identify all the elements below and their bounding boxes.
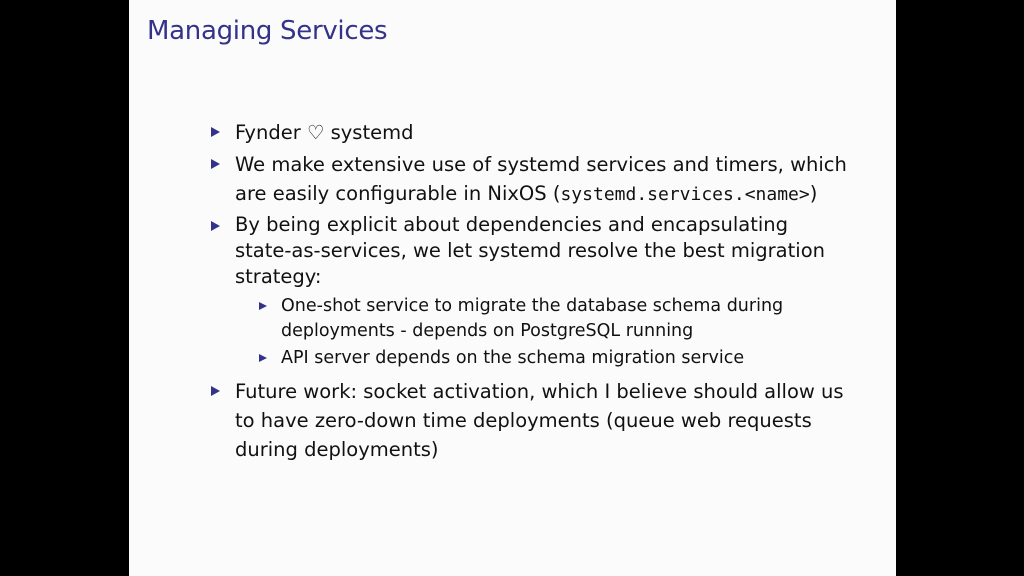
sub-bullet-item	[255, 294, 849, 344]
bullet-text-line: to have zero-down time deployments (queue web requests	[235, 409, 812, 432]
bullet-text: Fynder ♡ systemd	[235, 121, 414, 144]
triangle-bullet-icon	[259, 354, 267, 362]
slide	[129, 0, 896, 576]
triangle-bullet-icon	[211, 127, 220, 137]
bullet-item	[209, 150, 849, 209]
bullet-text-line	[235, 179, 849, 209]
bullet-item	[209, 118, 849, 147]
triangle-bullet-icon	[211, 386, 220, 396]
triangle-bullet-icon	[259, 302, 267, 310]
triangle-bullet-icon	[211, 221, 220, 231]
inline-code: systemd.services.<name>	[560, 184, 810, 205]
sub-bullet-item	[255, 346, 849, 371]
bullet-text: are easily configurable in NixOS (	[235, 182, 561, 205]
triangle-bullet-icon	[211, 159, 220, 169]
sub-bullet-text-line: One-shot service to migrate the database schema during	[281, 296, 784, 316]
sub-bullet-list	[255, 294, 849, 371]
slide-title: Managing Services	[147, 16, 388, 46]
bullet-item	[209, 377, 849, 464]
bullet-text-line: strategy:	[235, 265, 322, 288]
bullet-text-line: during deployments)	[235, 438, 439, 461]
bullet-item	[209, 212, 849, 371]
sub-bullet-text-line: API server depends on the schema migration service	[281, 348, 745, 368]
bullet-list	[209, 118, 849, 467]
bullet-text: )	[809, 182, 818, 205]
sub-bullet-text-line: deployments - depends on PostgreSQL running	[281, 321, 694, 341]
bullet-text-line: state-as-services, we let systemd resolve the best migration	[235, 239, 825, 262]
bullet-text-line: Future work: socket activation, which I believe should allow us	[235, 380, 844, 403]
bullet-text-line: By being explicit about dependencies and encapsulating	[235, 213, 789, 236]
bullet-text-line: We make extensive use of systemd services and timers, which	[235, 153, 847, 176]
